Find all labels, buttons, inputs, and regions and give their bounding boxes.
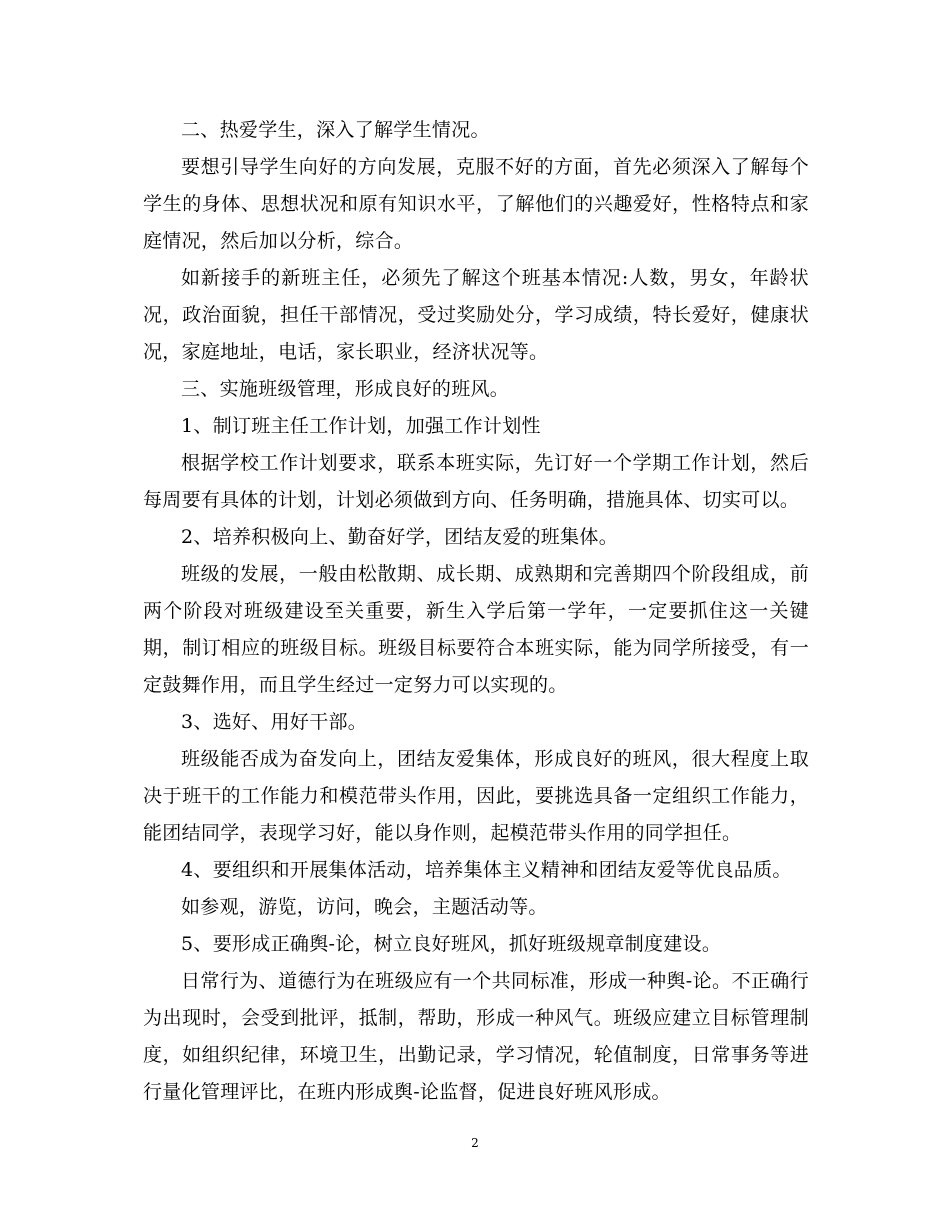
subheading-5: 5、要形成正确舆-论，树立良好班风，抓好班级规章制度建设。 xyxy=(181,933,722,955)
body-paragraph: 要想引导学生向好的方向发展，克服不好的方面，首先必须深入了解每个学生的身体、思想状况和原有知识水平，了解他们的兴趣爱好，性格特点和家庭情况，然后加以分析，综合。 xyxy=(143,156,809,252)
subheading-4: 4、要组织和开展集体活动，培养集体主义精神和团结友爱等优良品质。 xyxy=(181,859,792,881)
section-heading-3: 三、实施班级管理，形成良好的班风。 xyxy=(181,378,510,400)
body-paragraph: 根据学校工作计划要求，联系本班实际，先订好一个学期工作计划，然后每周要有具体的计划，计划必须做到方向、任务明确，措施具体、切实可以。 xyxy=(143,452,809,511)
section-heading-2: 二、热爱学生，深入了解学生情况。 xyxy=(181,119,490,141)
body-paragraph: 班级的发展，一般由松散期、成长期、成熟期和完善期四个阶段组成，前两个阶段对班级建设至关重要，新生入学后第一学年，一定要抓住这一关键期，制订相应的班级目标。班级目标要符合本班实际，能为同学所接受，有一定鼓舞作用，而且学生经过一定努力可以实现的。 xyxy=(143,563,809,696)
document-body xyxy=(143,112,809,1111)
body-paragraph: 班级能否成为奋发向上，团结友爱集体，形成良好的班风，很大程度上取决于班干的工作能力和模范带头作用，因此，要挑选具备一定组织工作能力，能团结同学，表现学习好，能以身作则，起模范带头作用的同学担任。 xyxy=(143,748,809,844)
body-paragraph: 如参观，游览，访问，晚会，主题活动等。 xyxy=(181,896,548,918)
subheading-1: 1、制订班主任工作计划，加强工作计划性 xyxy=(181,415,541,437)
body-paragraph: 如新接手的新班主任，必须先了解这个班基本情况:人数，男女，年龄状况，政治面貌，担任干部情况，受过奖励处分，学习成绩，特长爱好，健康状况，家庭地址，电话，家长职业，经济状况等。 xyxy=(143,267,809,363)
subheading-2: 2、培养积极向上、勤奋好学，团结友爱的班集体。 xyxy=(181,526,618,548)
page-number: 2 xyxy=(471,1136,479,1150)
body-paragraph: 日常行为、道德行为在班级应有一个共同标准，形成一种舆-论。不正确行为出现时，会受到批评，抵制，帮助，形成一种风气。班级应建立目标管理制度，如组织纪律，环境卫生，出勤记录，学习情况，轮值制度，日常事务等进行量化管理评比，在班内形成舆-论监督，促进良好班风形成。 xyxy=(143,970,809,1103)
subheading-3: 3、选好、用好干部。 xyxy=(181,711,368,733)
